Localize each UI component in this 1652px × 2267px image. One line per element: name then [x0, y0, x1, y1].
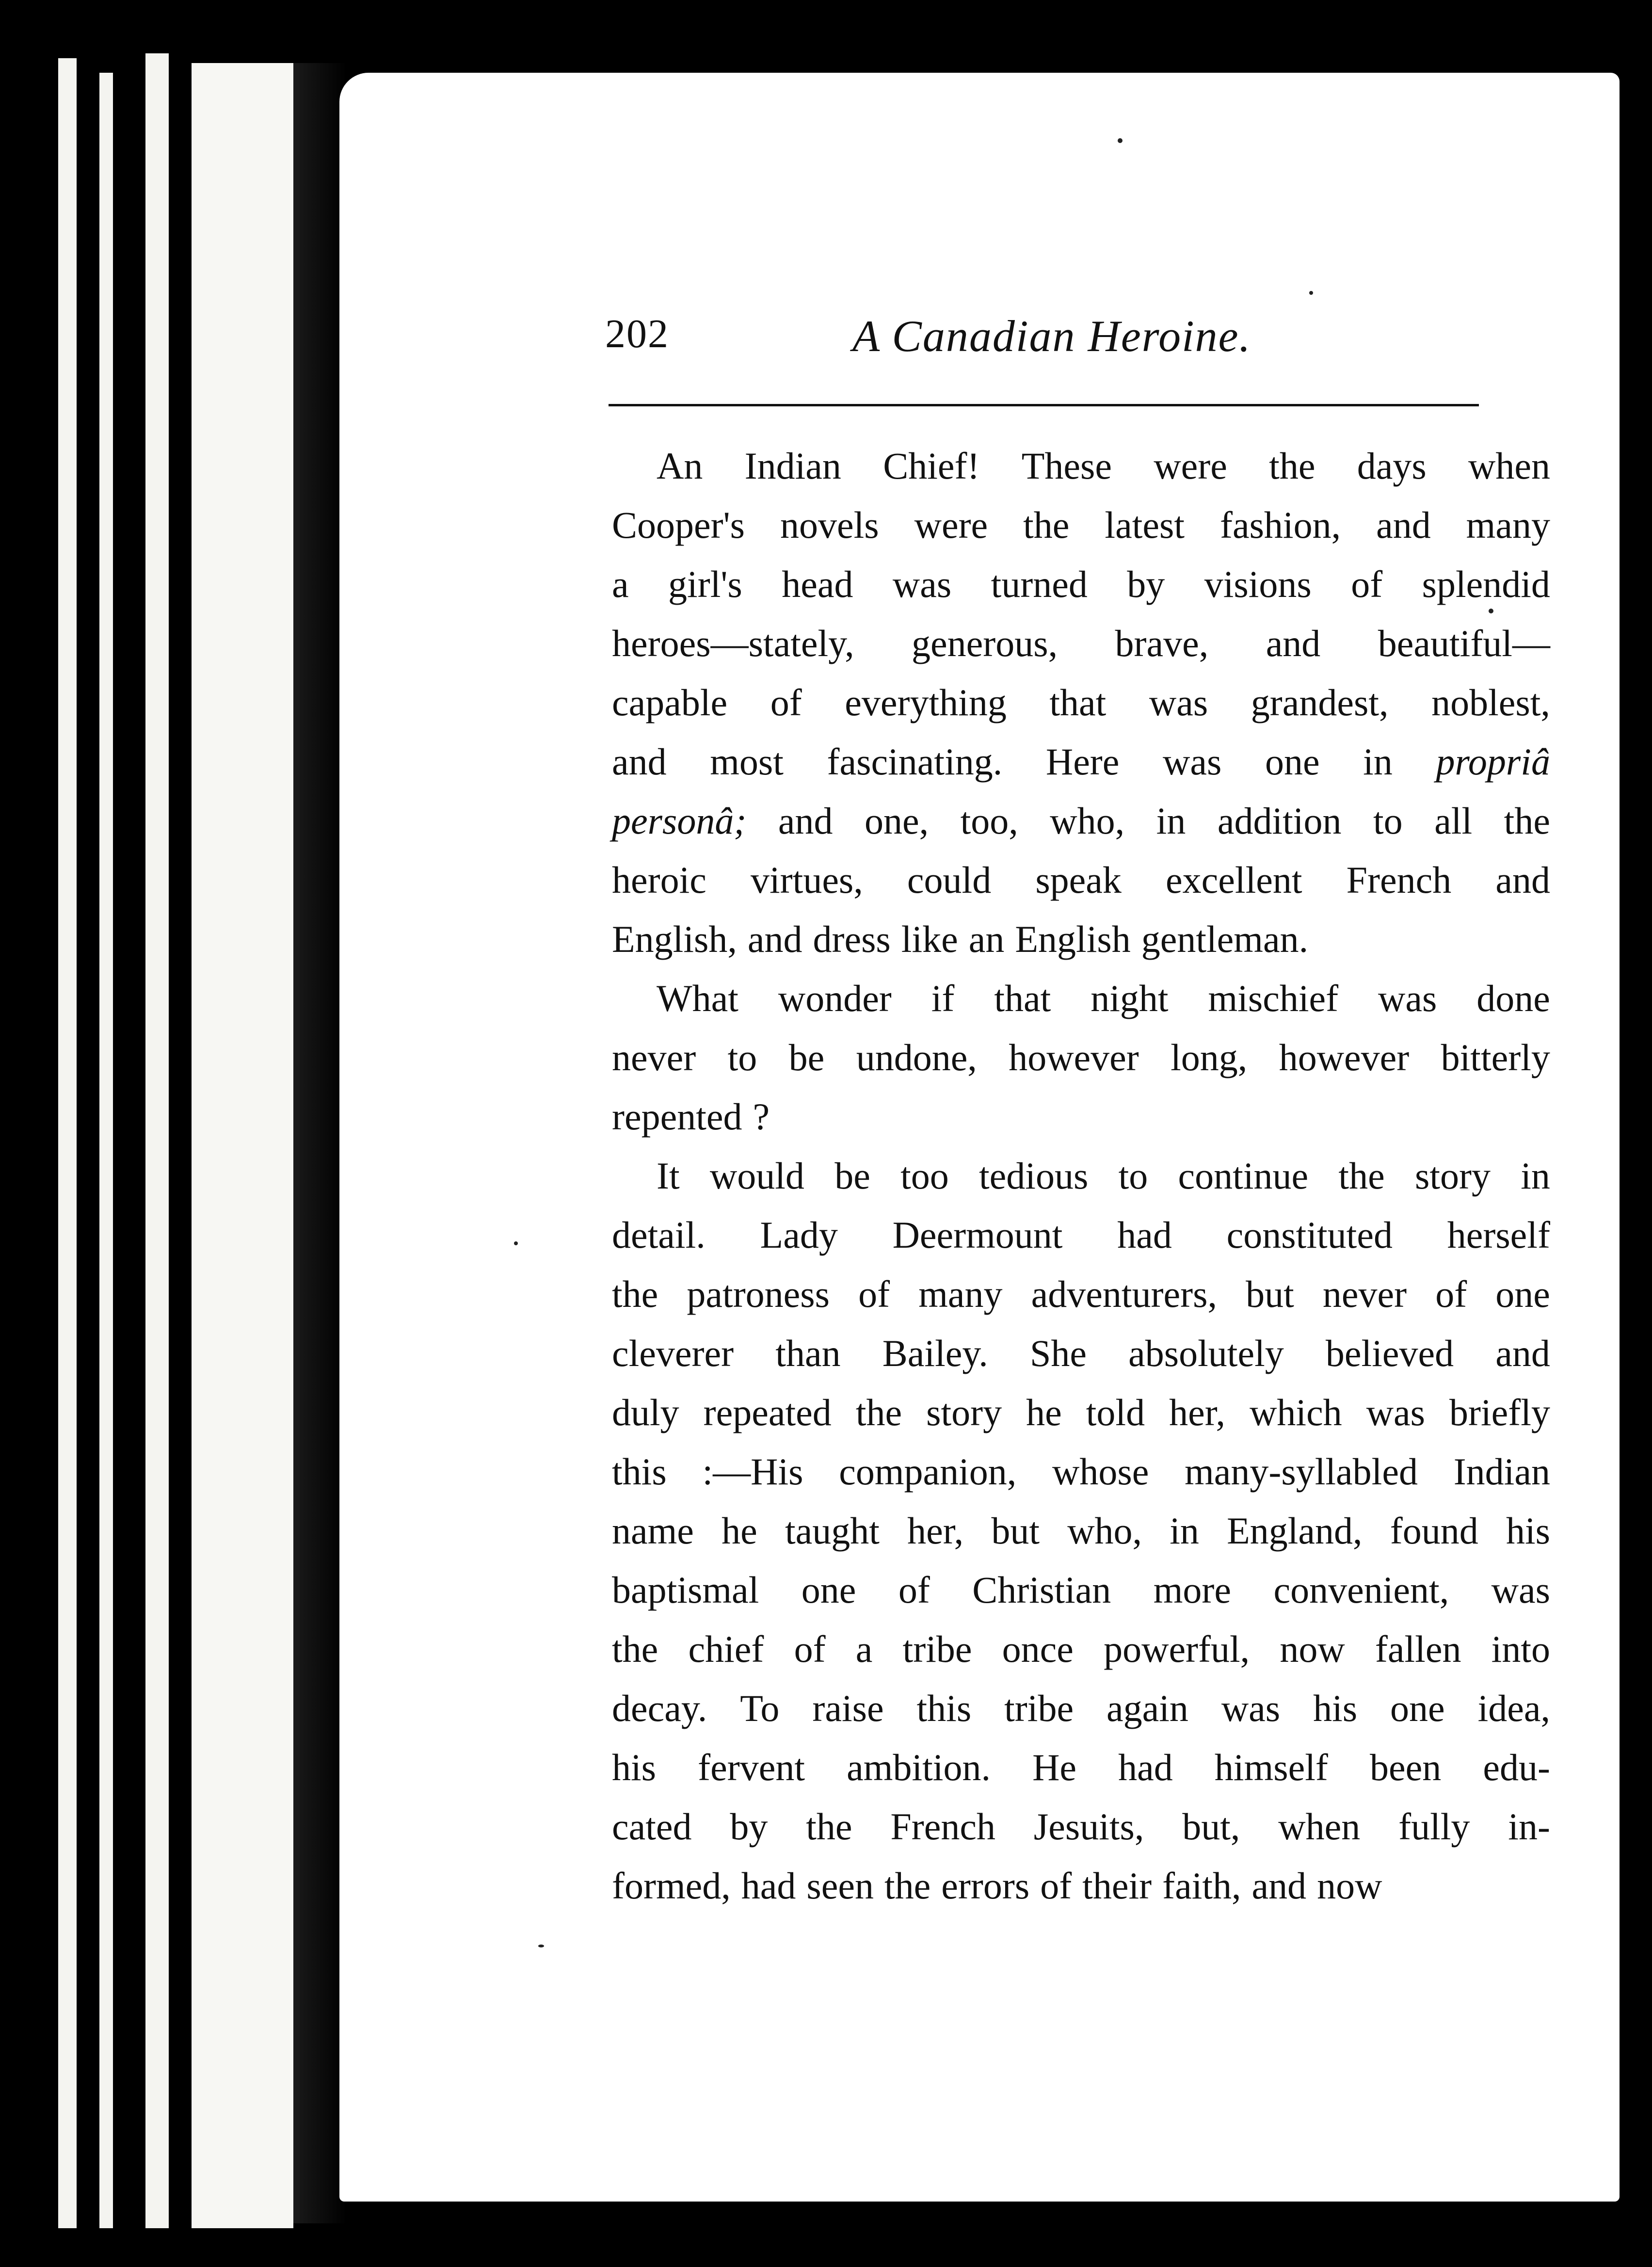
- running-title: A Canadian Heroine.: [852, 311, 1251, 361]
- word: most: [710, 740, 784, 783]
- word: once: [1002, 1628, 1074, 1670]
- word: in-: [1508, 1805, 1550, 1848]
- word: which: [1250, 1391, 1342, 1433]
- word: errors: [941, 1865, 1030, 1907]
- word: more: [1153, 1569, 1232, 1611]
- word: his: [1313, 1687, 1358, 1729]
- word: cleverer: [612, 1332, 734, 1374]
- word: all: [1434, 800, 1473, 842]
- word: Chief!: [883, 445, 980, 487]
- word: to: [1118, 1155, 1148, 1197]
- header-rule: [609, 404, 1479, 406]
- word: he: [722, 1510, 757, 1552]
- word: Indian: [1453, 1450, 1550, 1493]
- paragraph: [612, 1146, 1550, 1915]
- word: baptismal: [612, 1569, 759, 1611]
- word: England,: [1227, 1510, 1363, 1552]
- word: were: [1154, 445, 1227, 487]
- text-line: [612, 1265, 1550, 1324]
- word: the: [1023, 504, 1070, 546]
- word: fully: [1398, 1805, 1470, 1848]
- scan-speck: [1309, 291, 1313, 295]
- word: done: [1476, 977, 1550, 1019]
- word: French: [1346, 859, 1452, 901]
- word: than: [775, 1332, 841, 1374]
- word: believed: [1325, 1332, 1454, 1374]
- text-line: [612, 614, 1550, 673]
- word: was: [1163, 740, 1222, 783]
- word: told: [1086, 1391, 1145, 1433]
- word: the: [612, 1273, 658, 1315]
- word: again: [1107, 1687, 1188, 1729]
- word: in: [1521, 1155, 1550, 1197]
- text-line: [612, 436, 1550, 496]
- word: ambition.: [847, 1746, 991, 1788]
- word: Bailey.: [882, 1332, 988, 1374]
- word: many: [918, 1273, 1003, 1315]
- word: latest: [1105, 504, 1185, 546]
- word: of: [770, 681, 802, 724]
- text-line: [612, 1442, 1550, 1501]
- word: had: [1118, 1746, 1173, 1788]
- word: the: [884, 1865, 931, 1907]
- word: generous,: [912, 622, 1058, 664]
- word: was: [1149, 681, 1208, 724]
- word: fallen: [1375, 1628, 1461, 1670]
- text-line: [612, 791, 1550, 851]
- word: head: [782, 563, 853, 605]
- word: many-syllabled: [1185, 1450, 1418, 1493]
- word: adventurers,: [1031, 1273, 1217, 1315]
- word: many: [1466, 504, 1550, 546]
- word: fashion,: [1219, 504, 1341, 546]
- word: Indian: [744, 445, 841, 487]
- word: an: [968, 918, 1005, 960]
- word: one: [801, 1569, 856, 1611]
- word: constituted: [1226, 1214, 1393, 1256]
- word: What: [657, 977, 738, 1019]
- word: idea,: [1477, 1687, 1550, 1729]
- page-edge: [58, 58, 77, 2228]
- word: had: [1117, 1214, 1172, 1256]
- word: repeated: [703, 1391, 832, 1433]
- word: that: [994, 977, 1051, 1019]
- word: but: [991, 1510, 1040, 1552]
- word: never: [612, 1036, 696, 1078]
- word: chief: [688, 1628, 764, 1670]
- word: in: [1156, 800, 1186, 842]
- word: heroes—stately,: [612, 622, 854, 664]
- word: and: [1266, 622, 1321, 664]
- word: tribe: [1004, 1687, 1074, 1729]
- word: this: [916, 1687, 972, 1729]
- text-line: [612, 1383, 1550, 1442]
- word: were: [914, 504, 988, 546]
- body-text: [612, 436, 1550, 1915]
- word: in: [1170, 1510, 1199, 1552]
- word: however: [1009, 1036, 1139, 1078]
- word: when: [1468, 445, 1550, 487]
- word: herself: [1447, 1214, 1550, 1256]
- word: undone,: [856, 1036, 977, 1078]
- word: of: [858, 1273, 890, 1315]
- word: duly: [612, 1391, 679, 1433]
- word: Jesuits,: [1033, 1805, 1144, 1848]
- text-line: [612, 496, 1550, 555]
- word: continue: [1178, 1155, 1309, 1197]
- word: if: [931, 977, 955, 1019]
- word: fascinating.: [827, 740, 1003, 783]
- word: companion,: [839, 1450, 1017, 1493]
- word: English: [1015, 918, 1131, 960]
- word: night: [1091, 977, 1169, 1019]
- word: when: [1278, 1805, 1361, 1848]
- word: like: [901, 918, 958, 960]
- word: ?: [753, 1095, 770, 1138]
- word: could: [907, 859, 992, 901]
- text-line: [612, 1738, 1550, 1797]
- text-line: [612, 1087, 1550, 1146]
- word: into: [1491, 1628, 1550, 1670]
- text-line: [612, 1856, 1550, 1915]
- word: gentleman.: [1141, 918, 1309, 960]
- word: To: [740, 1687, 780, 1729]
- word: by: [730, 1805, 768, 1848]
- word: one: [1265, 740, 1320, 783]
- word: was: [1378, 977, 1437, 1019]
- word: found: [1390, 1510, 1478, 1552]
- word: to: [727, 1036, 757, 1078]
- word: his: [612, 1746, 657, 1788]
- text-line: [612, 673, 1550, 732]
- word: It: [657, 1155, 680, 1197]
- word: repented: [612, 1095, 742, 1138]
- scan-speck: [538, 1945, 544, 1947]
- page-edge: [192, 63, 293, 2228]
- scan-speck: [514, 1241, 518, 1245]
- word: powerful,: [1104, 1628, 1250, 1670]
- word: long,: [1171, 1036, 1248, 1078]
- word: of: [794, 1628, 826, 1670]
- word: turned: [991, 563, 1088, 605]
- word: but,: [1182, 1805, 1240, 1848]
- word: the: [855, 1391, 902, 1433]
- word: capable: [612, 681, 728, 724]
- word: his: [1506, 1510, 1550, 1552]
- word: by: [1127, 563, 1165, 605]
- word: seen: [806, 1865, 874, 1907]
- word: She: [1029, 1332, 1087, 1374]
- word: dress: [813, 918, 891, 960]
- word: wonder: [778, 977, 892, 1019]
- word: and: [1376, 504, 1431, 546]
- word: Christian: [972, 1569, 1111, 1611]
- word: was: [1221, 1687, 1281, 1729]
- word: Here: [1045, 740, 1120, 783]
- word: formed,: [612, 1865, 731, 1907]
- word: the: [1269, 445, 1315, 487]
- word: virtues,: [751, 859, 863, 901]
- word: story: [926, 1391, 1002, 1433]
- word: raise: [812, 1687, 884, 1729]
- word: who,: [1050, 800, 1125, 842]
- word: cated: [612, 1805, 692, 1848]
- word: These: [1021, 445, 1112, 487]
- word: in: [1363, 740, 1393, 783]
- word: their: [1082, 1865, 1152, 1907]
- word: noblest,: [1431, 681, 1550, 724]
- text-line: [612, 1679, 1550, 1738]
- word: :—His: [702, 1450, 803, 1493]
- running-head: [605, 310, 1478, 383]
- word: the: [1504, 800, 1550, 842]
- word: Deermount: [892, 1214, 1063, 1256]
- word: a: [612, 563, 629, 605]
- word: one,: [864, 800, 929, 842]
- word: one: [1495, 1273, 1550, 1315]
- word: excellent: [1166, 859, 1302, 901]
- text-line: [612, 969, 1550, 1028]
- word: faith,: [1162, 1865, 1241, 1907]
- word: too: [900, 1155, 949, 1197]
- text-line: [612, 1620, 1550, 1679]
- word: briefly: [1449, 1391, 1550, 1433]
- word: name: [612, 1510, 694, 1552]
- word: this: [612, 1450, 667, 1493]
- word: grandest,: [1251, 681, 1389, 724]
- word: fervent: [698, 1746, 805, 1788]
- word: too,: [960, 800, 1018, 842]
- word: everything: [845, 681, 1007, 724]
- word: and: [1251, 1865, 1307, 1907]
- word: visions: [1204, 563, 1312, 605]
- word: bitterly: [1441, 1036, 1550, 1078]
- page-number: 202: [605, 311, 669, 356]
- paragraph: [612, 436, 1550, 969]
- word: tribe: [902, 1628, 972, 1670]
- word: Lady: [760, 1214, 838, 1256]
- word: whose: [1052, 1450, 1149, 1493]
- word: convenient,: [1273, 1569, 1449, 1611]
- word: of: [1351, 563, 1383, 605]
- word: of: [1040, 1865, 1072, 1907]
- word: that: [1049, 681, 1107, 724]
- word: edu-: [1483, 1746, 1550, 1788]
- word: English,: [612, 918, 737, 960]
- text-line: [612, 555, 1550, 614]
- word: He: [1032, 1746, 1077, 1788]
- word: her,: [907, 1510, 964, 1552]
- scan-speck: [1118, 138, 1123, 143]
- word: absolutely: [1128, 1332, 1284, 1374]
- word: and: [747, 918, 802, 960]
- word: splendid: [1422, 563, 1550, 605]
- word: would: [709, 1155, 804, 1197]
- text-line: [612, 1324, 1550, 1383]
- word: himself: [1214, 1746, 1328, 1788]
- text-line: [612, 851, 1550, 910]
- word: but: [1246, 1273, 1294, 1315]
- word: decay.: [612, 1687, 707, 1729]
- word: been: [1370, 1746, 1442, 1788]
- word: addition: [1217, 800, 1342, 842]
- word: detail.: [612, 1214, 706, 1256]
- word: now: [1317, 1865, 1382, 1907]
- word: her,: [1169, 1391, 1226, 1433]
- paragraph: [612, 969, 1550, 1146]
- word: speak: [1035, 859, 1122, 901]
- text-line: [612, 1028, 1550, 1087]
- word: heroic: [612, 859, 706, 901]
- word: the: [612, 1628, 658, 1670]
- text-line: [612, 910, 1550, 969]
- word: the: [806, 1805, 852, 1848]
- word: and: [1495, 859, 1550, 901]
- page-edge: [99, 73, 113, 2228]
- word: however: [1279, 1036, 1410, 1078]
- text-line: [612, 1206, 1550, 1265]
- word: and: [612, 740, 667, 783]
- word: a: [855, 1628, 873, 1670]
- word: beautiful—: [1378, 622, 1550, 664]
- word: one: [1390, 1687, 1445, 1729]
- word: now: [1280, 1628, 1345, 1670]
- word: was: [1366, 1391, 1425, 1433]
- binding-shadow: [293, 63, 347, 2223]
- word: be: [788, 1036, 825, 1078]
- word: brave,: [1115, 622, 1209, 664]
- word: was: [892, 563, 952, 605]
- word: and: [778, 800, 833, 842]
- word: never: [1322, 1273, 1407, 1315]
- text-line: [612, 1797, 1550, 1856]
- scan-speck: [1489, 609, 1493, 613]
- word: the: [1338, 1155, 1385, 1197]
- word: An: [657, 445, 703, 487]
- word: French: [890, 1805, 996, 1848]
- word: to: [1373, 800, 1403, 842]
- word: story: [1414, 1155, 1491, 1197]
- text-line: [612, 1501, 1550, 1560]
- text-line: [612, 1146, 1550, 1206]
- word: propriâ: [1436, 740, 1550, 783]
- word: Cooper's: [612, 504, 745, 546]
- text-line: [612, 732, 1550, 791]
- word: and: [1495, 1332, 1550, 1374]
- text-line: [612, 1560, 1550, 1620]
- word: had: [741, 1865, 796, 1907]
- word: was: [1491, 1569, 1550, 1611]
- word: personâ;: [612, 800, 747, 842]
- word: tedious: [979, 1155, 1089, 1197]
- word: novels: [780, 504, 879, 546]
- word: of: [1435, 1273, 1467, 1315]
- word: taught: [785, 1510, 880, 1552]
- word: of: [898, 1569, 930, 1611]
- word: patroness: [687, 1273, 830, 1315]
- word: girl's: [668, 563, 742, 605]
- word: he: [1026, 1391, 1062, 1433]
- word: mischief: [1208, 977, 1339, 1019]
- word: who,: [1067, 1510, 1142, 1552]
- word: be: [834, 1155, 870, 1197]
- word: days: [1357, 445, 1427, 487]
- page-edge: [145, 53, 169, 2228]
